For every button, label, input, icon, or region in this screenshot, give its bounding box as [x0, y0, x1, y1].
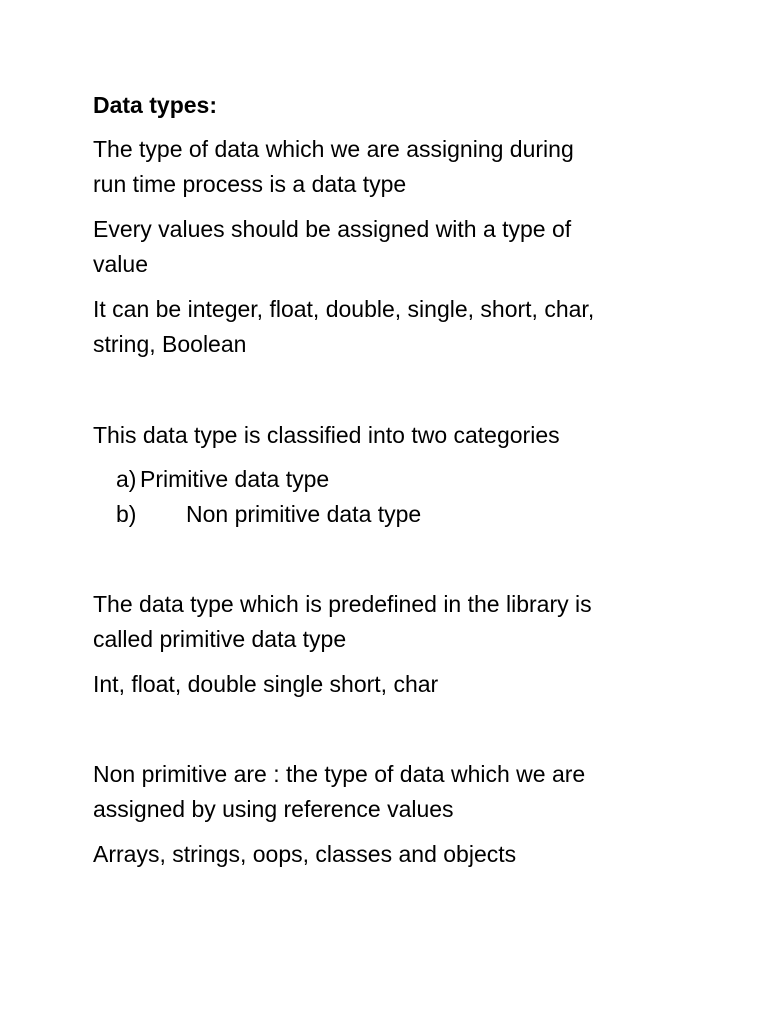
category-label-non-primitive: Non primitive data type [186, 501, 422, 527]
examples-line-2: string, Boolean [93, 331, 247, 357]
examples-line-1: It can be integer, float, double, single, short, char, [93, 296, 595, 322]
primitive-examples: Int, float, double single short, char [93, 671, 439, 697]
rule-line-2: value [93, 251, 148, 277]
definition-line-2: run time process is a data type [93, 171, 407, 197]
primitive-definition-line-1: The data type which is predefined in the library is [93, 591, 592, 617]
non-primitive-definition-line-1: Non primitive are : the type of data which we are [93, 761, 586, 787]
document-heading: Data types: [93, 92, 217, 118]
non-primitive-definition-line-2: assigned by using reference values [93, 796, 454, 822]
rule-line-1: Every values should be assigned with a type of [93, 216, 572, 242]
non-primitive-examples: Arrays, strings, oops, classes and objects [93, 841, 517, 867]
category-marker-a: a) [116, 466, 137, 492]
category-label-primitive: Primitive data type [140, 466, 330, 492]
category-marker-b: b) [116, 501, 137, 527]
definition-line-1: The type of data which we are assigning during [93, 136, 574, 162]
classification-text: This data type is classified into two categories [93, 422, 560, 448]
primitive-definition-line-2: called primitive data type [93, 626, 347, 652]
